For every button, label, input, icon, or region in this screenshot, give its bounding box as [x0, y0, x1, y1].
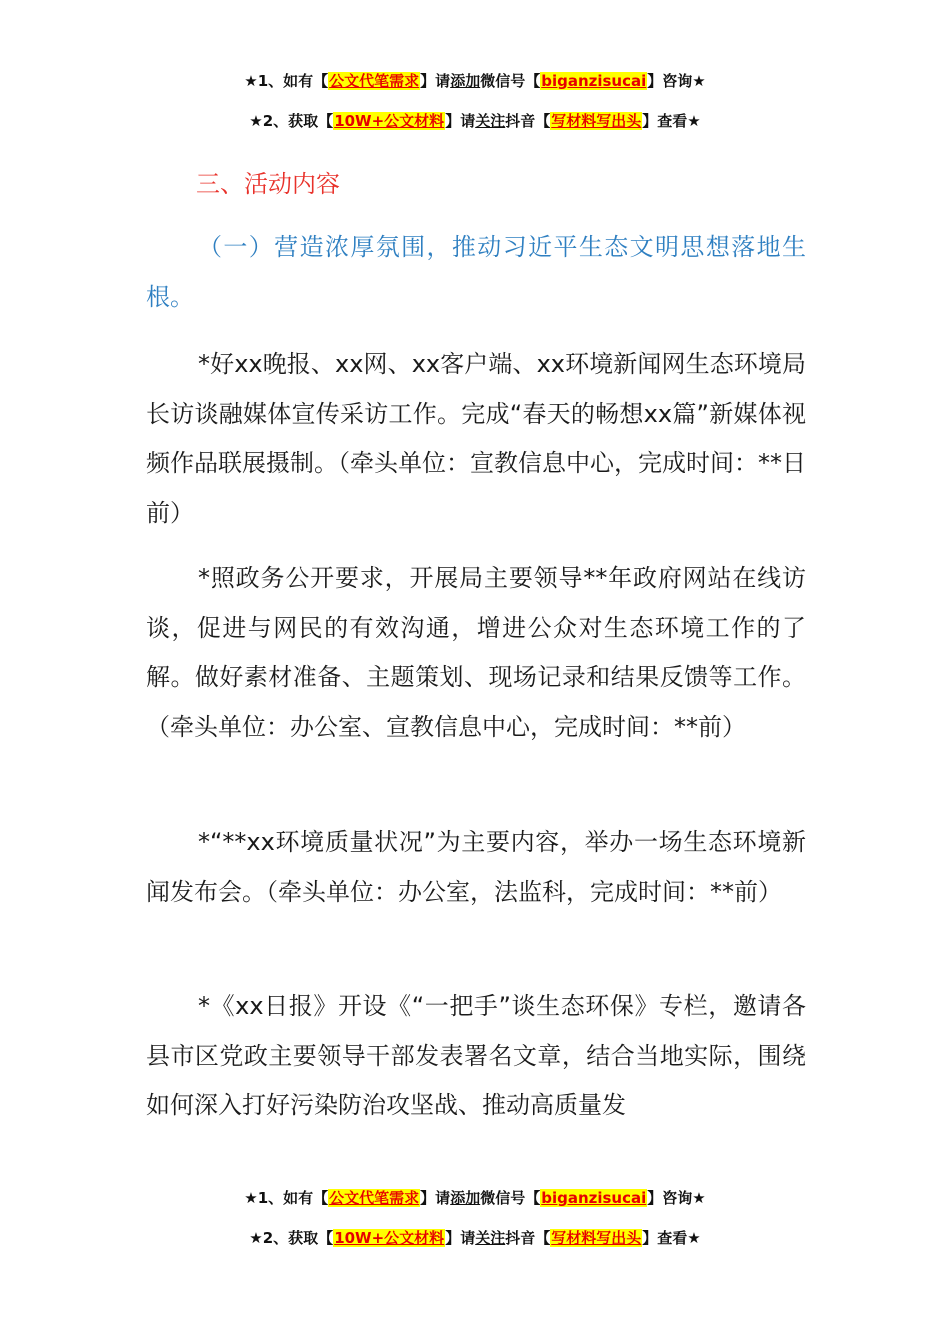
promo-emphasis: 关注 [475, 112, 506, 130]
promo-text: 】请 [445, 1229, 476, 1247]
promo-prefix: ★2、获取【 [249, 1229, 334, 1247]
body-paragraph: *好xx晚报、xx网、xx客户端、xx环境新闻网生态环境局长访谈融媒体宣传采访工作。完成“春天的畅想xx篇”新媒体视频作品联展摄制。（牵头单位：宣教信息中心，完成时间：**日前） [146, 350, 806, 527]
promo-text: 】请 [420, 1189, 451, 1207]
promo-highlight-douyin-id: 写材料写出头 [551, 112, 642, 130]
header-promo-line-1 [0, 70, 950, 92]
promo-text: 微信号【 [480, 1189, 541, 1207]
promo-highlight-materials: 10W+公文材料 [334, 112, 445, 130]
promo-highlight-wechat-id: biganzisucai [541, 1189, 647, 1207]
promo-text: 】请 [420, 72, 451, 90]
promo-emphasis: 关注 [475, 1229, 506, 1247]
body-paragraph: *《xx日报》开设《“一把手”谈生态环保》专栏，邀请各县市区党政主要领导干部发表署名文章，结合当地实际，围绕如何深入打好污染防治攻坚战、推动高质量发 [146, 992, 806, 1119]
promo-highlight-materials: 10W+公文材料 [334, 1229, 445, 1247]
promo-suffix: 】咨询★ [647, 72, 706, 90]
body-paragraph: *照政务公开要求，开展局主要领导**年政府网站在线访谈，促进与网民的有效沟通，增进公众对生态环境工作的了解。做好素材准备、主题策划、现场记录和结果反馈等工作。（牵头单位：办公室、宣教信息中心，完成时间：**前） [146, 564, 806, 741]
promo-highlight-douyin-id: 写材料写出头 [551, 1229, 642, 1247]
promo-text: 抖音【 [505, 1229, 551, 1247]
promo-text: 微信号【 [480, 72, 541, 90]
footer-promo-line-1 [0, 1187, 950, 1209]
promo-emphasis: 添加 [450, 1189, 481, 1207]
promo-suffix: 】查看★ [642, 1229, 701, 1247]
promo-prefix: ★2、获取【 [249, 112, 334, 130]
body-paragraph: *“**xx环境质量状况”为主要内容，举办一场生态环境新闻发布会。（牵头单位：办公室，法监科，完成时间：**前） [146, 828, 806, 906]
sub-heading: （一）营造浓厚氛围，推动习近平生态文明思想落地生根。 [146, 233, 806, 311]
promo-emphasis: 添加 [450, 72, 481, 90]
promo-text: 抖音【 [505, 112, 551, 130]
footer-promo-line-2 [0, 1227, 950, 1249]
promo-highlight-wechat-id: biganzisucai [541, 72, 647, 90]
promo-highlight-service: 公文代笔需求 [329, 1189, 420, 1207]
promo-prefix: ★1、如有【 [244, 72, 329, 90]
promo-prefix: ★1、如有【 [244, 1189, 329, 1207]
promo-suffix: 】咨询★ [647, 1189, 706, 1207]
promo-highlight-service: 公文代笔需求 [329, 72, 420, 90]
promo-text: 】请 [445, 112, 476, 130]
section-heading: 三、活动内容 [196, 170, 340, 198]
header-promo-line-2 [0, 110, 950, 132]
promo-suffix: 】查看★ [642, 112, 701, 130]
